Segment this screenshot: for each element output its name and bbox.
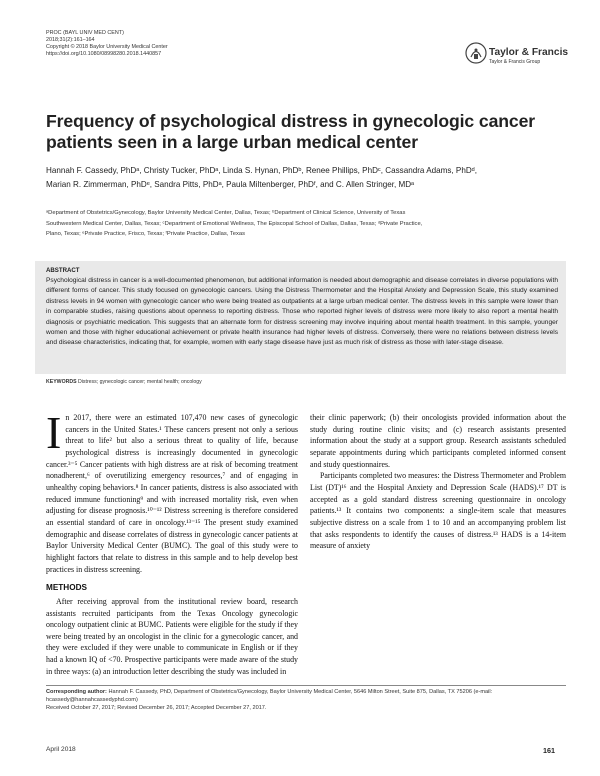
author-list [46,164,566,191]
body-column-right [310,412,566,552]
keywords-text: Distress; gynecologic cancer; mental health; oncology [78,379,202,385]
methods-paragraph-2: Participants completed two measures: the Distress Thermometer and Problem List (DT)¹⁶ and the Hospital Anxiety and Depression Scale (HADS).¹⁷ DT is accepted as a gold standard distress screening questionnaire in oncology patients.¹³ It contains two components: a single-item scale that measures subjective distress on a scale from 1 to 10 and an accompanying problem list that asks respondents to identify the causes of distress.¹³ HADS is a 14-item measure of anxiety [310,471,566,551]
author-line: Hannah F. Cassedy, PhDᵃ, Christy Tucker, PhDᵃ, Linda S. Hynan, PhDᵇ, Renee Phillips, PhDᶜ, Cassandra Adams, PhDᵈ, [46,166,477,175]
publisher-group: Taylor & Francis Group [489,59,541,65]
correspondence-line [46,688,566,704]
page-number: 161 [543,746,555,755]
received-dates: Received October 27, 2017; Revised December 26, 2017; Accepted December 27, 2017. [46,705,267,712]
journal-metadata [46,30,168,58]
doi-link[interactable]: https://doi.org/10.1080/08998280.2018.1440857 [46,50,162,57]
journal-volume: 2018;31(2):161–164 [46,36,95,43]
affiliations [46,208,566,240]
publisher-name: Taylor & Francis [489,47,569,58]
body-column-left [46,407,298,677]
journal-name: PROC (BAYL UNIV MED CENT) [46,30,124,36]
intro-paragraph [46,407,298,575]
intro-text: n 2017, there were an estimated 107,470 new cases of gynecologic cancers in the United States.¹ These cancers present not only a serious threat to life² but also a serious threat to quality of life, because psychological distress is increasingly documented in gynecologic cancer.³⁻⁵ Cancer patients with high distress are at risk of becoming treatment nonadherent,⁶ of overutilizing emergency resources,⁷ and of engaging in unhealthy coping behaviors.⁸ In cancer patients, distress is also associated with reduced immune functioning⁹ and with increased mortality risk, even when adjusting for disease prognosis.¹⁰⁻¹² Distress screening is therefore considered an essential standard of care in oncology.¹³⁻¹⁵ The present study examined demographic and disease correlates of distress in gynecologic cancer patients at Baylor University Medical Center (BUMC). The goal of this study were to highlight factors that relate to distress in this sample and to help develop best practices in distress screening. [46,413,298,574]
correspondence [46,688,566,712]
keywords-label: KEYWORDS [46,379,77,385]
article-title: Frequency of psychological distress in gynecologic cancer patients seen in a large urban medical center [46,111,536,152]
footnote-divider [46,685,566,686]
drop-cap: I [46,407,62,458]
keywords [46,379,202,385]
methods-paragraph-1-continued: their clinic paperwork; (b) their oncologists provided information about the study during routine clinic visits; and (c) research assistants presented information about the study at a support group. Research assistants scheduled separate appointments during which participants completed informed consent and study questionnaires. [310,413,566,469]
publisher-logo [465,42,585,72]
crest-icon [465,42,487,64]
affiliation-line: Southwestern Medical Center, Dallas, Texas; ᶜDepartment of Emotional Wellness, The Episcopal School of Dallas, Dallas, Texas; ᵈPrivate Practice, [46,220,423,227]
abstract-heading: ABSTRACT [46,267,80,274]
methods-paragraph-1: After receiving approval from the institutional review board, research assistants recruited participants from the Texas Oncology gynecologic oncology outpatient clinic at BUMC. Patients were eligible for the study if they were being treated by an oncologist in the clinic for a gynecologic cancer, and they were excluded if they were unable to communicate in English or if they had a known IQ of <70. Prospective participants were made aware of the study in three ways: (a) an introduction letter describing the study was included in [46,596,298,676]
copyright-line: Copyright © 2018 Baylor University Medical Center [46,43,168,50]
footer-date: April 2018 [46,746,76,753]
author-line: Marian R. Zimmerman, PhDᵉ, Sandra Pitts, PhDᵃ, Paula Miltenberger, PhDᶠ, and C. Allen Stringer, MDᵃ [46,179,415,189]
affiliation-line: ᵃDepartment of Obstetrics/Gynecology, Baylor University Medical Center, Dallas, Texas; ᵇDepartment of Clinical Science, University of Texas [46,210,406,216]
correspondence-text: Hannah F. Cassedy, PhD, Department of Obstetrics/Gynecology, Baylor University Medical Center, 5646 Milton Street, Suite 875, Dallas, TX 75206 (e-mail: hcassedy@hannahcassedyphd.com) [46,689,493,704]
abstract-box [35,261,566,374]
methods-heading: METHODS [46,583,87,593]
abstract-text: Psychological distress in cancer is a well-documented phenomenon, but additional information is needed about demographic and disease correlates in diverse populations with different forms of cancer. This study focused on gynecologic cancers. Using the Distress Thermometer and the Hospital Anxiety and Depression Scale, this study examined distress levels in 94 women with gynecologic cancer who were being treated as outpatients at a large urban medical center. The distress levels in this sample were lower than in comparable studies, raising questions about openness to reporting distress. Those who reported higher levels of distress were more likely to also report a mental health diagnosis or psychiatric medication. This suggests that an alternate form for distress screening may involve inquiring about mental health treatment. In this sample, younger women and those with higher educational achievement or private health insurance had higher levels of distress. Conversely, there were no relations between distress levels and disease characteristics, indicating that, for example, women with early stage disease have just as much risk of distress as those with later-stage disease. [46,277,558,347]
correspondence-label: Corresponding author: [46,689,107,695]
affiliation-line: Plano, Texas; ᵉPrivate Practice, Frisco, Texas; ᶠPrivate Practice, Dallas, Texas [46,231,246,238]
